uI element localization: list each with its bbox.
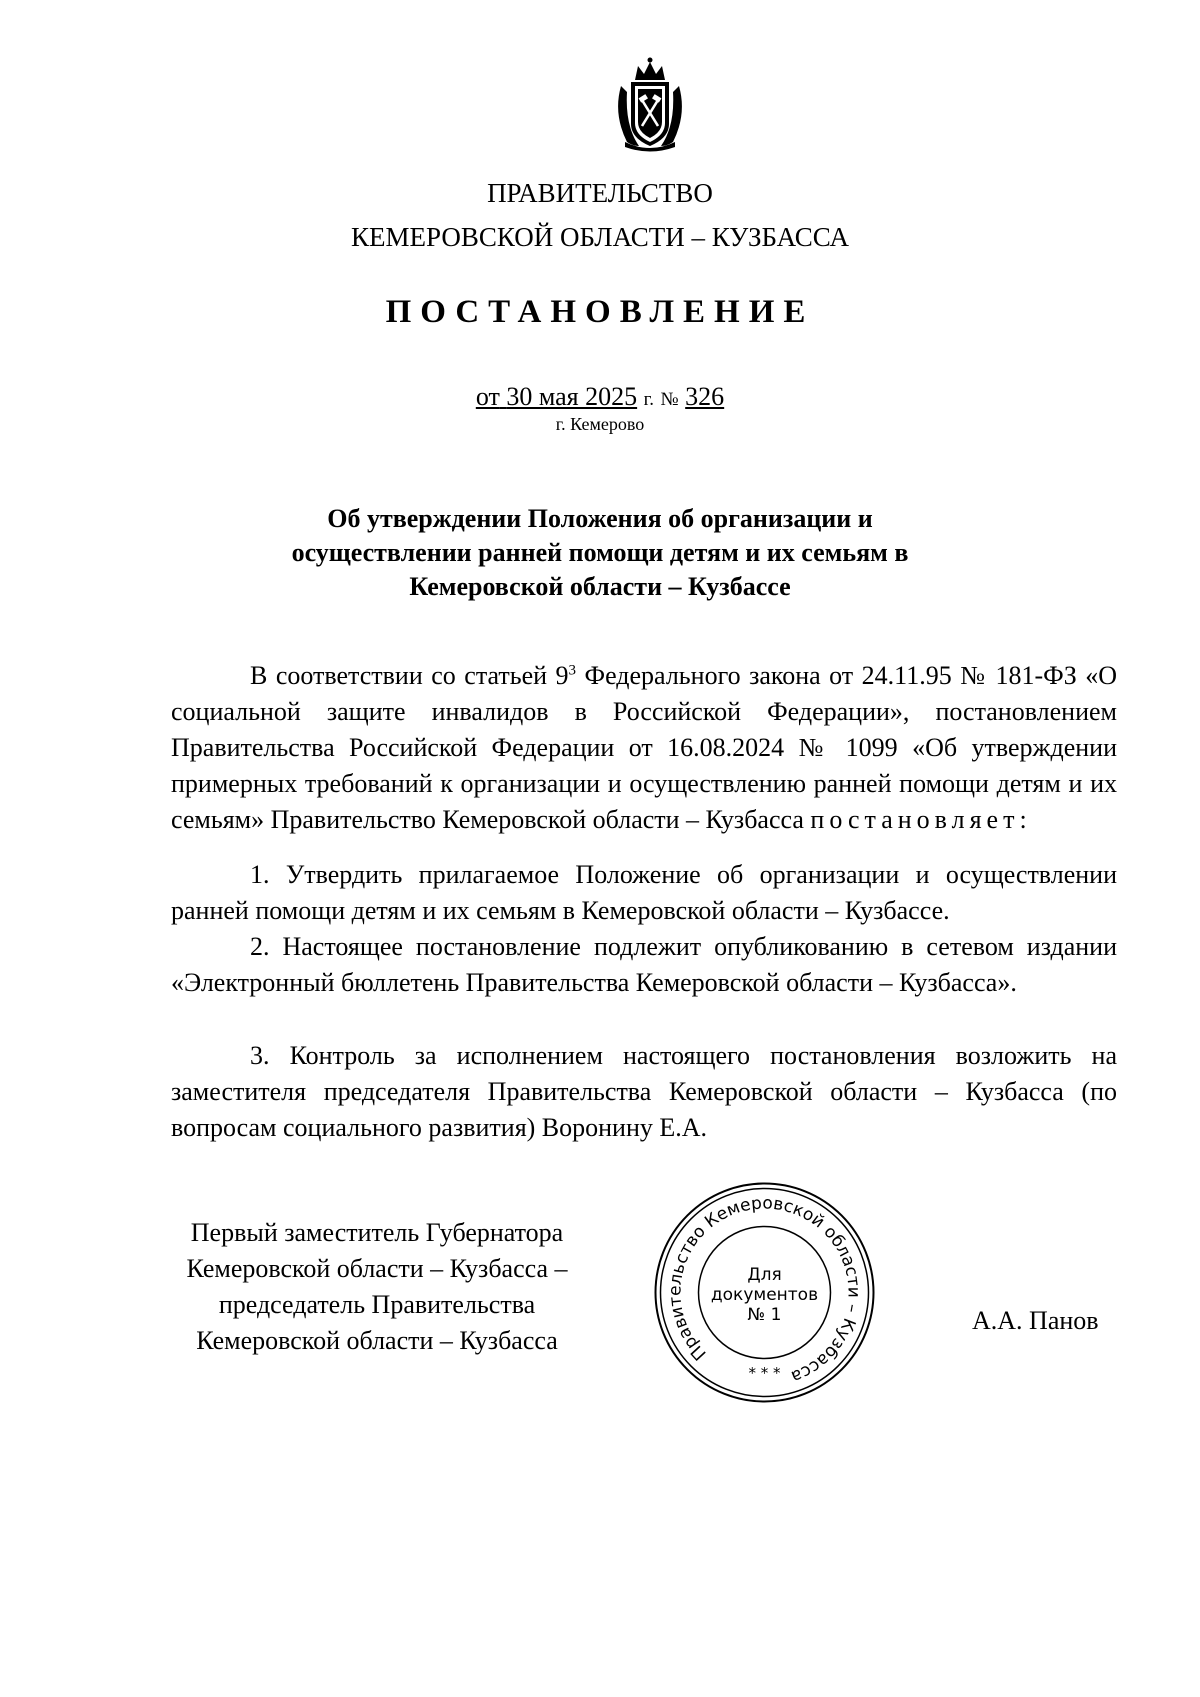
- title-line2: осуществлении ранней помощи детям и их семьям в: [291, 538, 909, 567]
- preamble-paragraph: [171, 658, 1117, 838]
- preamble-decree-word: постановляет: [810, 805, 1020, 834]
- year-suffix: г.: [643, 389, 655, 410]
- stamp-ring-text: Правительство Кемеровской области – Кузбасса: [665, 1193, 864, 1387]
- document-date: 30 мая 2025: [506, 382, 638, 411]
- document-city: г. Кемерово: [555, 414, 645, 434]
- stamp-center-line2: документов: [710, 1285, 819, 1305]
- preamble-text-a: В соответствии со статьей 9: [250, 661, 569, 690]
- stamp-stars: * * *: [748, 1364, 781, 1382]
- clause-1: [171, 857, 1117, 929]
- signer-position-line4: Кемеровской области – Кузбасса: [196, 1326, 558, 1355]
- document-type: ПОСТАНОВЛЕНИЕ: [385, 294, 815, 330]
- clause-3: [171, 1038, 1117, 1146]
- government-name-line2: КЕМЕРОВСКОЙ ОБЛАСТИ – КУЗБАССА: [351, 222, 849, 252]
- preamble-text-b: Федерального закона от 24.11.95 № 181-ФЗ «О социальной защите инвалидов в Российской Федерации», постановлением Правительства Российской Федерации от 16.08.2024 № 1099 «Об утверждении примерных требований к организации и осуществлению ранней помощи детям и их семьям» Правительство Кемеровской области – Кузбасса: [171, 661, 1117, 834]
- title-line3: Кемеровской области – Кузбассе: [409, 572, 791, 601]
- title-line1: Об утверждении Положения об организации и: [327, 504, 873, 533]
- article-superscript: 3: [568, 662, 577, 679]
- clause-1-text: 1. Утвердить прилагаемое Положение об организации и осуществлении ранней помощи детям и их семьям в Кемеровской области – Кузбассе.: [171, 860, 1117, 925]
- clause-2: [171, 929, 1117, 1001]
- stamp-center-line3: № 1: [747, 1305, 782, 1325]
- document-number: 326: [685, 382, 725, 411]
- signer-position: [152, 1215, 602, 1359]
- official-stamp: [652, 1180, 877, 1405]
- date-prefix: от: [475, 382, 500, 411]
- clause-2-text: 2. Настоящее постановление подлежит опубликованию в сетевом издании «Электронный бюллетень Правительства Кемеровской области – Кузбасса».: [171, 932, 1117, 997]
- document-title: [260, 502, 940, 604]
- signer-position-line1: Первый заместитель Губернатора: [190, 1218, 564, 1247]
- signer-name: А.А. Панов: [972, 1306, 1099, 1335]
- clause-3-text: 3. Контроль за исполнением настоящего постановления возложить на заместителя председателя Правительства Кемеровской области – Кузбасса (по вопросам социального развития) Воронину Е.А.: [171, 1041, 1117, 1142]
- document-date-number: [0, 382, 1200, 412]
- government-name-line1: ПРАВИТЕЛЬСТВО: [487, 178, 713, 208]
- signer-position-line2: Кемеровской области – Кузбасса –: [186, 1254, 568, 1283]
- signer-position-line3: председатель Правительства: [218, 1290, 536, 1319]
- stamp-center-line1: Для: [747, 1265, 782, 1285]
- coat-of-arms-emblem: [611, 56, 689, 152]
- preamble-colon: :: [1019, 805, 1027, 834]
- number-sign: №: [660, 389, 679, 410]
